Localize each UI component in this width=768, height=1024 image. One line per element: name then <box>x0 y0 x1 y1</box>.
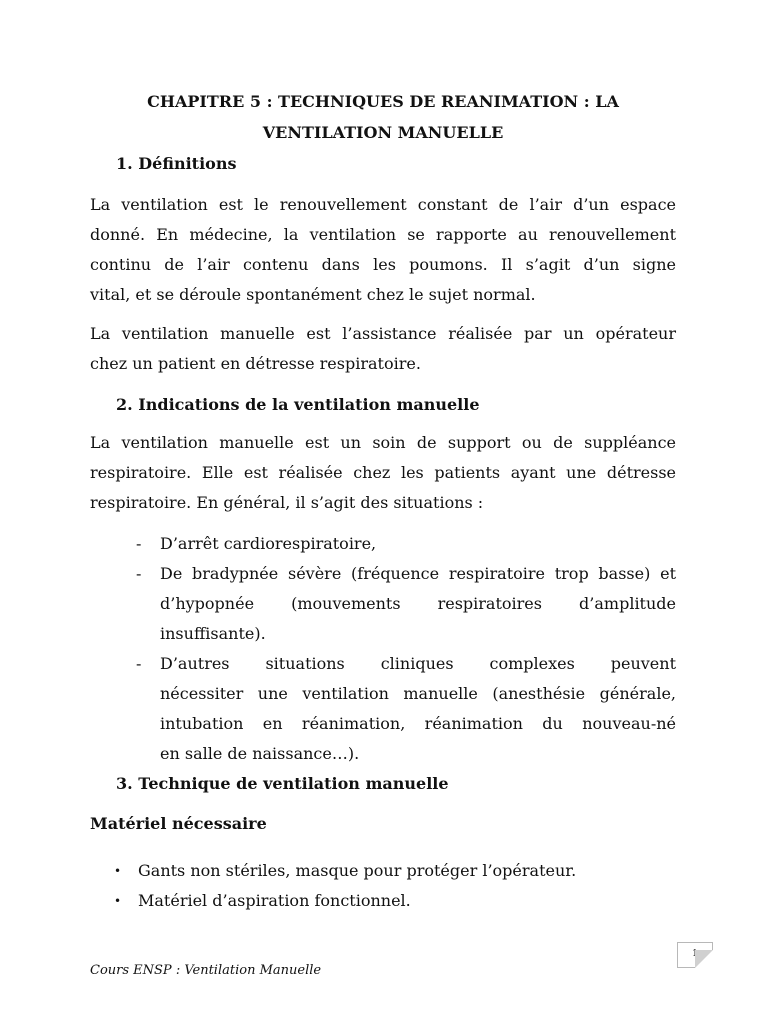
list-item-line: d’hypopnée (mouvements respiratoires d’amplitude <box>160 594 676 613</box>
indications-list <box>136 529 676 769</box>
section-2-paragraph-1 <box>90 428 676 518</box>
list-item <box>136 649 676 769</box>
dash-marker: - <box>136 564 142 583</box>
paragraph-line: continu de l’air contenu dans les poumons. Il s’agit d’un signe <box>90 255 676 274</box>
materiel-list <box>112 856 652 916</box>
bullet-marker: • <box>114 864 122 878</box>
paragraph-line: respiratoire. Elle est réalisée chez les patients ayant une détresse <box>90 463 676 482</box>
list-item-line: De bradypnée sévère (fréquence respiratoire trop basse) et <box>160 564 676 583</box>
dash-marker: - <box>136 654 142 673</box>
section-3-heading: 3. Technique de ventilation manuelle <box>116 774 449 793</box>
page-number-box <box>677 942 713 968</box>
dash-marker: - <box>136 534 142 553</box>
list-item-line: nécessiter une ventilation manuelle (anesthésie générale, <box>160 684 676 703</box>
page-footer: Cours ENSP : Ventilation Manuelle <box>90 963 322 978</box>
section-1-paragraph-2 <box>90 319 676 379</box>
section-1-paragraph-1 <box>90 190 676 310</box>
list-item-text: Matériel d’aspiration fonctionnel. <box>138 891 411 910</box>
paragraph-line: chez un patient en détresse respiratoire. <box>90 354 421 373</box>
list-item <box>136 529 676 559</box>
section-1-heading: 1. Définitions <box>116 154 237 173</box>
list-item-line: insuffisante). <box>160 624 266 643</box>
list-item <box>112 886 652 916</box>
list-item-line: en salle de naissance…). <box>160 744 360 763</box>
list-item <box>112 856 652 886</box>
paragraph-line: respiratoire. En général, il s’agit des situations : <box>90 493 484 512</box>
materiel-subheading: Matériel nécessaire <box>90 814 267 833</box>
list-item-line: intubation en réanimation, réanimation du nouveau-né <box>160 714 676 733</box>
page-number: 1 <box>692 949 698 959</box>
paragraph-line: La ventilation est le renouvellement constant de l’air d’un espace <box>90 195 676 214</box>
list-item-line: D’arrêt cardiorespiratoire, <box>160 534 377 553</box>
list-item <box>136 559 676 649</box>
chapter-title-line-2: VENTILATION MANUELLE <box>262 123 504 142</box>
paragraph-line: donné. En médecine, la ventilation se rapporte au renouvellement <box>90 225 676 244</box>
paragraph-line: vital, et se déroule spontanément chez le sujet normal. <box>90 285 536 304</box>
chapter-title-line-1: CHAPITRE 5 : TECHNIQUES DE REANIMATION : LA <box>147 92 619 111</box>
page-curl-icon <box>695 950 713 968</box>
paragraph-line: La ventilation manuelle est l’assistance réalisée par un opérateur <box>90 324 676 343</box>
chapter-title <box>90 86 676 148</box>
paragraph-line: La ventilation manuelle est un soin de support ou de suppléance <box>90 433 676 452</box>
list-item-text: Gants non stériles, masque pour protéger l’opérateur. <box>138 861 577 880</box>
list-item-line: D’autres situations cliniques complexes peuvent <box>160 654 676 673</box>
section-2-heading: 2. Indications de la ventilation manuelle <box>116 395 480 414</box>
bullet-marker: • <box>114 894 122 908</box>
